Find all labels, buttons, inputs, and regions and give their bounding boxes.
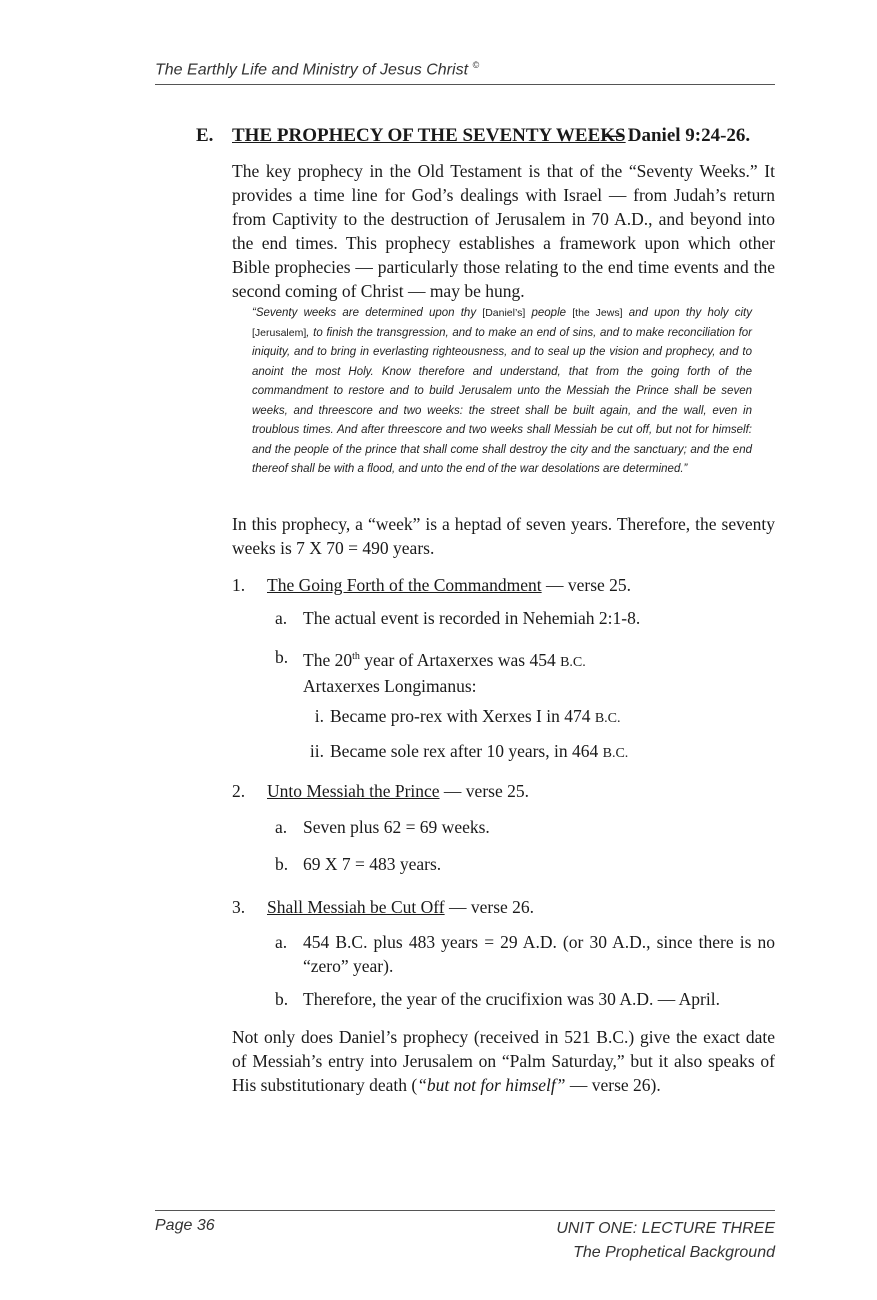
section-title: THE PROPHECY OF THE SEVENTY WEEKS (232, 125, 626, 146)
point-verse: — verse 25. (439, 781, 529, 801)
footer-rule (155, 1210, 775, 1211)
conclusion-paragraph (232, 1025, 775, 1097)
roman-text: Became pro-rex with Xerxes I in 474 B.C. (330, 706, 621, 726)
quote-text: and upon thy holy city (622, 307, 752, 319)
quote-text: “Seventy weeks are determined upon thy (252, 307, 483, 319)
footer-subtitle: The Prophetical Background (573, 1244, 775, 1261)
sub-label: b. (275, 989, 289, 1009)
page-number: Page 36 (155, 1217, 215, 1234)
running-header (155, 60, 775, 79)
point-title: Unto Messiah the Prince (267, 781, 440, 801)
conclusion-text: — verse 26). (565, 1075, 661, 1095)
section-letter: E. (196, 125, 214, 146)
roman-label: i. (314, 706, 324, 726)
quote-insertion: [Jerusalem] (252, 326, 307, 339)
sub-text: The actual event is recorded in Nehemiah 2:1-8. (303, 608, 641, 628)
header-title: The Earthly Life and Ministry of Jesus Christ (155, 61, 469, 79)
sub-text: Seven plus 62 = 69 weeks. (303, 817, 490, 837)
copyright-mark: © (472, 60, 480, 70)
quote-text: , to finish the transgression, and to make an end of sins, and to make reconciliation for iniquity, and to bring in everlasting righteousness, and to seal up the vision and prophecy, and to anoint the most Holy. Know therefore and understand, that from the going forth of the commandment to restore and to build Jerusalem unto the Messiah the Prince shall be seven weeks, and threescore and two weeks: the street shall be built again, and the wall, even in troublous times. And after threescore and two weeks shall Messiah be cut off, but not for himself: and the people of the prince that shall come shall destroy the city and the sanctuary; and the end thereof shall be with a flood, and unto the end of the war desolations are determined.” (252, 326, 752, 475)
footer-info (556, 1217, 775, 1265)
conclusion-quote: “but not for himself” (417, 1075, 566, 1095)
scripture-quote (252, 304, 752, 480)
footer-unit: UNIT ONE: LECTURE THREE (556, 1220, 775, 1237)
point-verse: — verse 25. (541, 575, 632, 595)
sub-text: 454 B.C. plus 483 years = 29 A.D. (or 30 A.D., since there is no “zero” year). (303, 932, 775, 976)
header-rule (155, 84, 775, 85)
week-paragraph: In this prophecy, a “week” is a heptad of seven years. Therefore, the seventy weeks is 7 X 70 = 490 years. (232, 514, 775, 558)
sub-label: b. (275, 854, 289, 874)
intro-paragraph: The key prophecy in the Old Testament is that of the “Seventy Weeks.” It provides a time line for God’s dealings with Israel — from Judah’s return from Captivity to the destruction of Jerusalem in 70 A.D., and beyond into the end times. This prophecy establishes a framework upon which other Bible prophecies — particularly those relating to the end time events and the second coming of Christ — may be hung. (232, 161, 775, 301)
conclusion-text: Not only does Daniel’s prophecy (received in 521 B.C.) give the exact date of Messiah’s entry into Jerusalem on “Palm Saturday,” but it also speaks of His substitutionary death ( (232, 1027, 775, 1095)
roman-text: Became sole rex after 10 years, in 464 B.C. (330, 741, 629, 761)
sub-label: a. (275, 608, 288, 628)
sub-label: a. (275, 817, 288, 837)
point-number: 2. (232, 781, 246, 801)
sub-note: Artaxerxes Longimanus: (303, 676, 477, 696)
point-verse: — verse 26. (444, 897, 535, 917)
sub-text: Therefore, the year of the crucifixion was 30 A.D. — April. (303, 989, 720, 1009)
section-reference: — Daniel 9:24-26. (604, 125, 751, 146)
roman-label: ii. (309, 741, 324, 761)
sub-text: The 20th year of Artaxerxes was 454 B.C. (303, 649, 586, 670)
sub-text: 69 X 7 = 483 years. (303, 854, 442, 874)
sub-label: b. (275, 647, 289, 667)
quote-insertion: [the Jews] (572, 307, 623, 319)
point-number: 1. (232, 575, 246, 595)
quote-text: people (525, 307, 573, 319)
quote-insertion: [Daniel’s] (482, 307, 526, 319)
point-number: 3. (232, 897, 246, 917)
sub-label: a. (275, 932, 288, 952)
point-title: The Going Forth of the Commandment (267, 575, 542, 595)
point-title: Shall Messiah be Cut Off (267, 897, 445, 917)
